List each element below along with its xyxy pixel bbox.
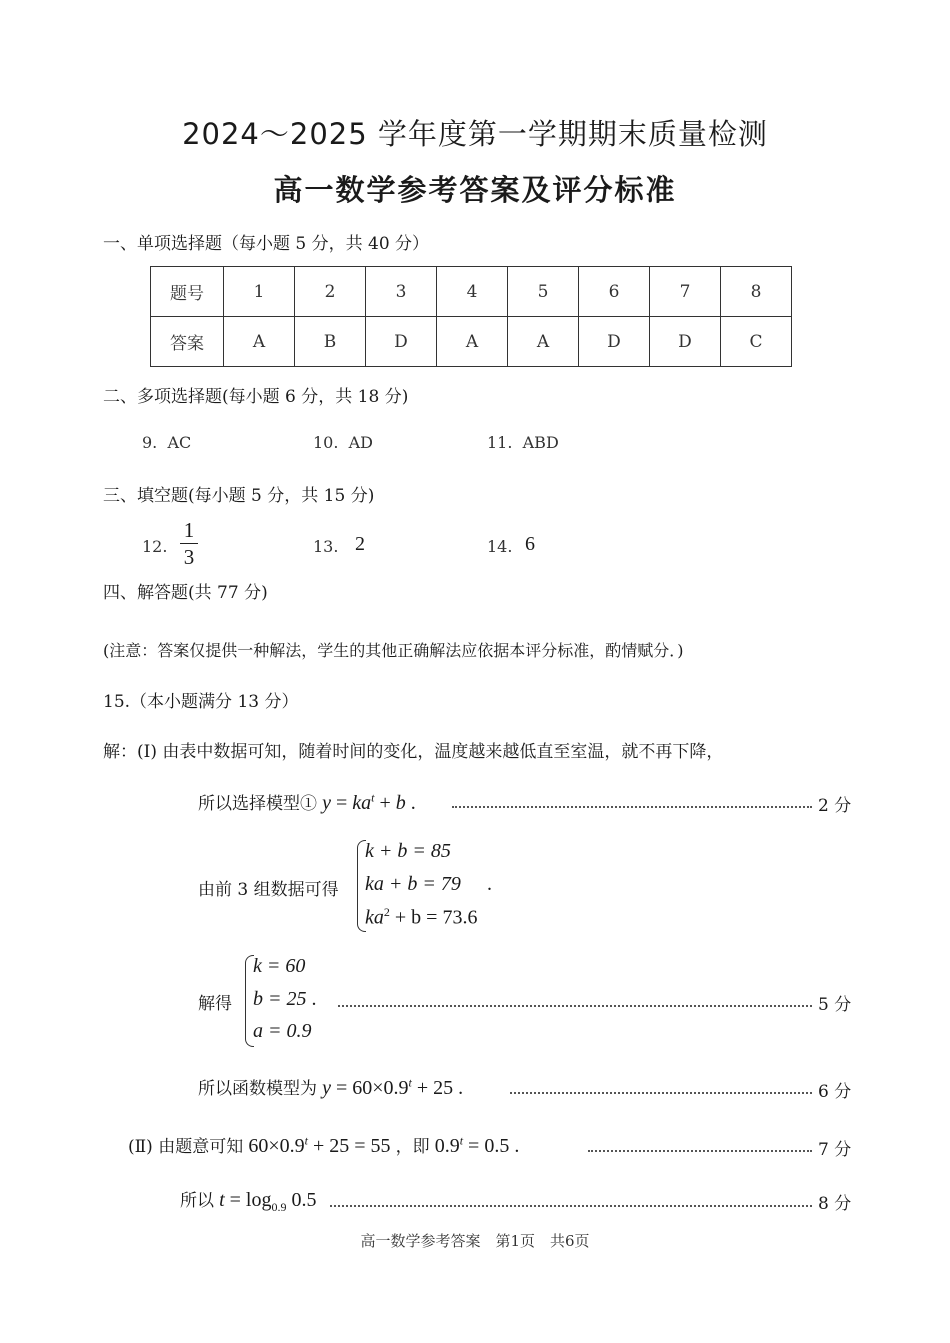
table-row-answers <box>151 317 792 367</box>
function-model: $y = 60\times 0.9^t + 25$ . <box>322 1075 464 1099</box>
solution-line-3-text: 由前 3 组数据可得 <box>198 880 339 900</box>
score-label: 8 分 <box>818 1194 852 1214</box>
section3-heading: 三、填空题(每小题 5 分，共 15 分) <box>103 486 375 506</box>
solution-line-5 <box>198 1074 463 1100</box>
q12-number: 12. <box>142 537 168 556</box>
table-cell: B <box>295 317 366 367</box>
item-number: 11. <box>487 433 513 452</box>
equation-3: $ka^2 + b = 73.6$ <box>365 905 478 929</box>
solution-line-1: 解：(Ⅰ) 由表中数据可知，随着时间的变化，温度越来越低直至室温，就不再下降， <box>103 742 724 762</box>
list-item <box>487 433 559 452</box>
answer-table <box>150 266 792 367</box>
solution-line-6 <box>128 1132 519 1158</box>
dot-leader <box>452 806 812 808</box>
item-answer: AD <box>348 433 374 452</box>
table-cell: 2 <box>295 267 366 317</box>
fraction-numerator: 1 <box>183 518 195 542</box>
table-cell: C <box>721 317 792 367</box>
line-text: (Ⅱ) 由题意可知 <box>128 1137 244 1157</box>
line-text: 所以选择模型① <box>198 794 317 814</box>
q13-answer: 2 <box>355 533 365 555</box>
score-label: 2 分 <box>818 796 852 816</box>
section4-heading: 四、解答题(共 77 分) <box>103 583 268 603</box>
section1-heading: 一、单项选择题（每小题 5 分，共 40 分） <box>103 234 430 254</box>
table-cell: A <box>224 317 295 367</box>
table-header-cell: 题号 <box>151 267 224 317</box>
q12-fraction <box>180 518 198 569</box>
table-cell: D <box>579 317 650 367</box>
score-label: 5 分 <box>818 995 852 1015</box>
log-result: $t = \log_{0.9} 0.5$ <box>219 1189 317 1214</box>
table-cell: A <box>508 317 579 367</box>
equation-1: k + b = 85 <box>365 840 451 862</box>
score-label: 6 分 <box>818 1082 852 1102</box>
solution-a: a = 0.9 <box>253 1020 312 1042</box>
page-footer: 高一数学参考答案 第1页 共6页 <box>360 1232 590 1250</box>
q14-answer: 6 <box>525 533 535 555</box>
dot-leader <box>330 1205 812 1207</box>
line-text: 所以 <box>180 1191 214 1211</box>
dot-leader <box>338 1005 812 1007</box>
solution-line-2 <box>198 789 416 815</box>
fraction-denominator: 3 <box>183 545 195 569</box>
line-text: 所以函数模型为 <box>198 1079 317 1099</box>
table-header-cell: 答案 <box>151 317 224 367</box>
table-cell: 8 <box>721 267 792 317</box>
table-cell: D <box>366 317 437 367</box>
table-cell: 6 <box>579 267 650 317</box>
solution-b: b = 25 . <box>253 988 317 1010</box>
section2-heading: 二、多项选择题(每小题 6 分，共 18 分) <box>103 387 409 407</box>
dot-leader <box>510 1092 812 1094</box>
q15-heading: 15.（本小题满分 13 分） <box>103 692 299 712</box>
dot-leader <box>588 1150 812 1152</box>
score-label: 7 分 <box>818 1140 852 1160</box>
item-number: 9. <box>142 433 158 452</box>
document-title: 2024～2025 学年度第一学期期末质量检测 <box>182 117 768 151</box>
table-cell: 4 <box>437 267 508 317</box>
q13-number: 13. <box>313 537 339 556</box>
list-item <box>313 433 373 452</box>
table-cell: 1 <box>224 267 295 317</box>
solution-line-7 <box>180 1186 317 1215</box>
item-answer: ABD <box>522 433 559 452</box>
item-number: 10. <box>313 433 339 452</box>
grading-note: (注意：答案仅提供一种解法，学生的其他正确解法应依据本评分标准，酌情赋分．) <box>103 641 684 660</box>
period: . <box>487 873 492 895</box>
list-item <box>142 433 191 452</box>
table-cell: D <box>650 317 721 367</box>
table-cell: 3 <box>366 267 437 317</box>
equation-part2: $60\times 0.9^t + 25 = 55$ <box>248 1133 391 1157</box>
item-answer: AC <box>167 433 192 452</box>
q14-number: 14. <box>487 537 513 556</box>
document-subtitle: 高一数学参考答案及评分标准 <box>273 173 677 207</box>
solution-line-4-text: 解得 <box>198 994 232 1014</box>
equation-2: ka + b = 79 <box>365 873 461 895</box>
table-cell: A <box>437 317 508 367</box>
model-formula: $y = ka^t + b$ . <box>322 790 416 814</box>
table-cell: 5 <box>508 267 579 317</box>
solution-k: k = 60 <box>253 955 306 977</box>
line-text: ，即 <box>395 1137 430 1157</box>
table-row-questions <box>151 267 792 317</box>
table-cell: 7 <box>650 267 721 317</box>
equation-part2-simplified: $0.9^t = 0.5$ . <box>434 1133 520 1157</box>
